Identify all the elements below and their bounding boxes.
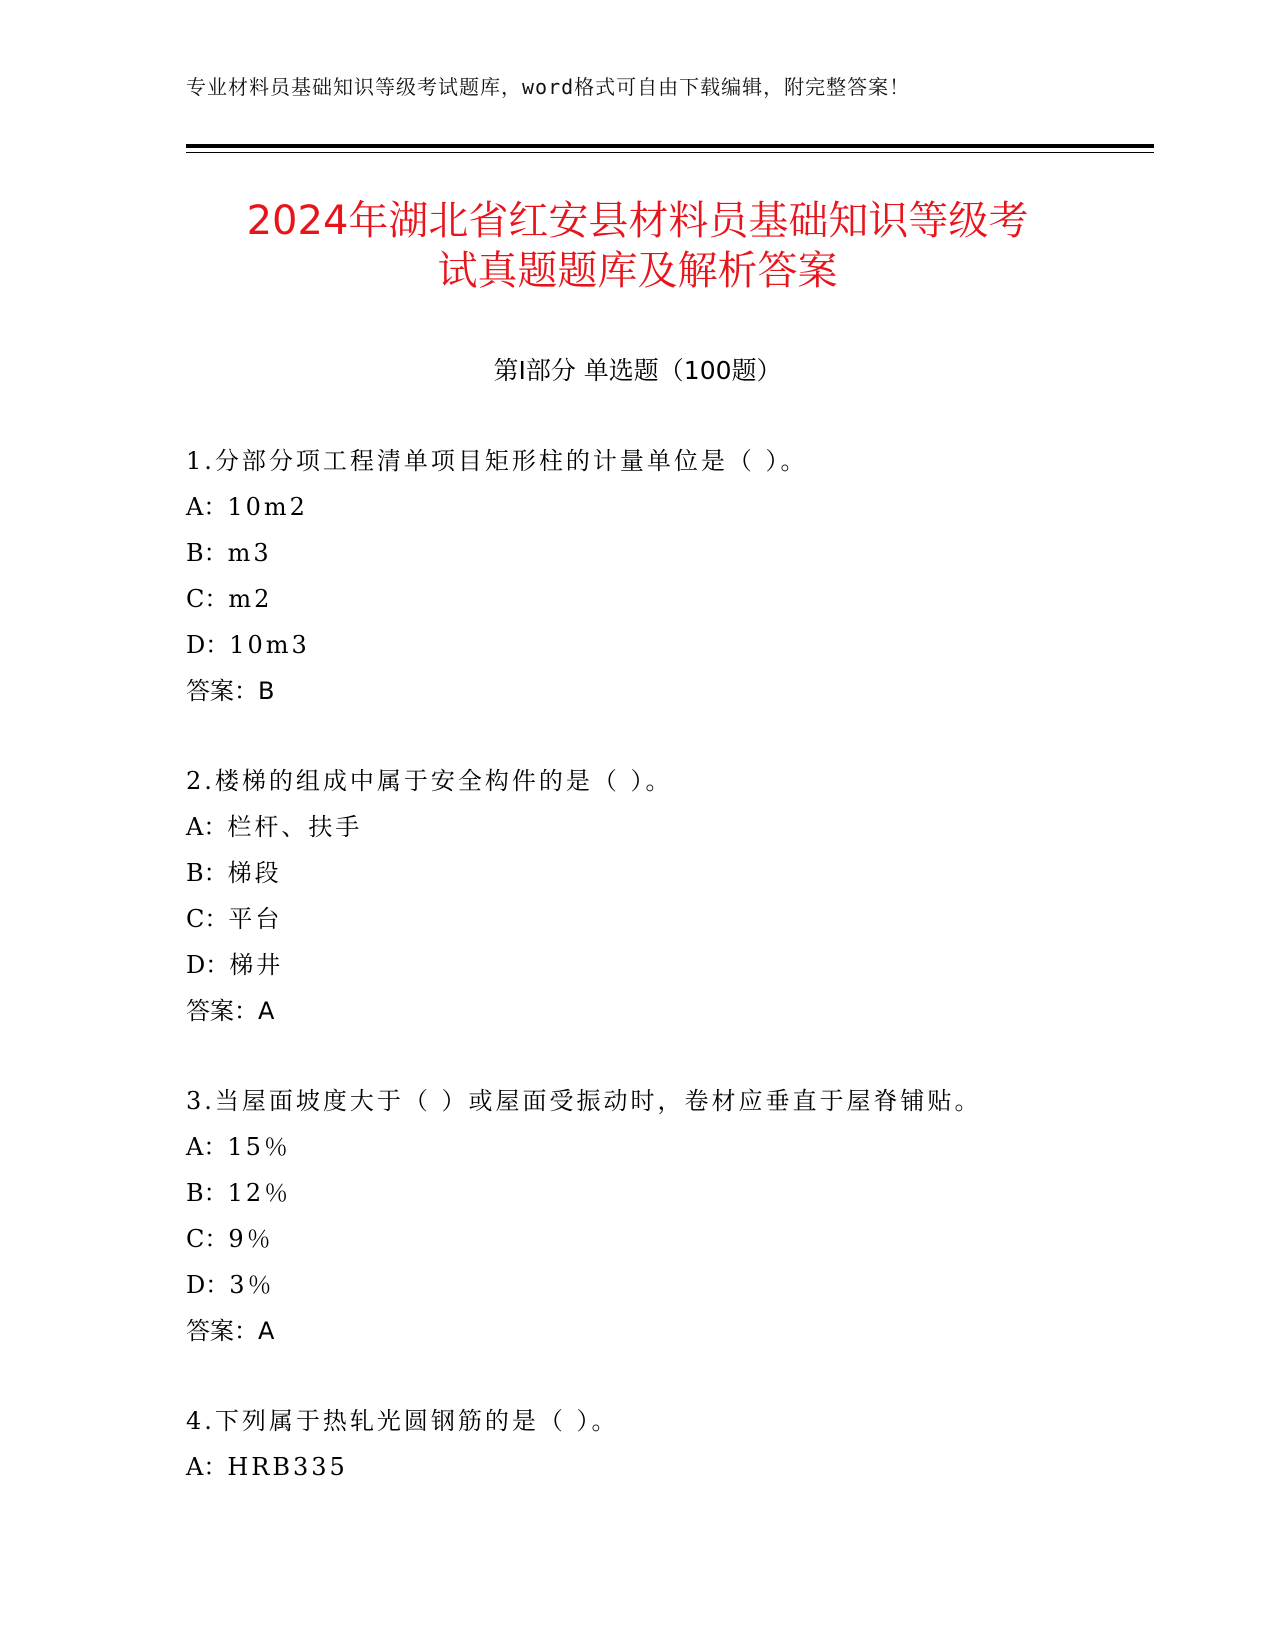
option-text: 15％ xyxy=(227,1133,291,1161)
header-note: 专业材料员基础知识等级考试题库，word格式可自由下载编辑，附完整答案！ xyxy=(186,75,911,99)
option-a xyxy=(186,1452,1146,1498)
header-rule-thin xyxy=(186,152,1154,153)
option-c xyxy=(186,584,1146,630)
option-text: 平台 xyxy=(228,905,283,933)
question-stem: 2.楼梯的组成中属于安全构件的是（ ）。 xyxy=(186,767,673,795)
option-letter: A： xyxy=(186,813,228,841)
question-list xyxy=(186,446,1146,1542)
option-text: 9％ xyxy=(228,1225,274,1253)
option-letter: C： xyxy=(186,585,229,613)
option-text: HRB335 xyxy=(227,1453,348,1481)
option-c xyxy=(186,1224,1146,1270)
option-text: 12％ xyxy=(227,1179,292,1207)
option-a xyxy=(186,812,1146,858)
document-title xyxy=(120,196,1155,296)
question-4 xyxy=(186,1406,1146,1498)
option-letter: B： xyxy=(186,859,228,887)
option-letter: D： xyxy=(186,631,230,659)
option-d xyxy=(186,950,1146,996)
option-letter: D： xyxy=(186,1271,230,1299)
option-a xyxy=(186,492,1146,538)
option-a xyxy=(186,1132,1146,1178)
header-rule-thick xyxy=(186,144,1154,148)
option-text: 3％ xyxy=(229,1271,275,1299)
answer-line: 答案：A xyxy=(186,997,275,1025)
option-text: 梯井 xyxy=(229,951,284,979)
option-letter: A： xyxy=(186,1133,228,1161)
option-text: 栏杆、扶手 xyxy=(227,813,363,841)
document-title-line-1: 2024年湖北省红安县材料员基础知识等级考 xyxy=(246,198,1029,244)
option-letter: A： xyxy=(186,493,228,521)
option-text: 梯段 xyxy=(227,859,282,887)
question-stem: 4.下列属于热轧光圆钢筋的是（ ）。 xyxy=(186,1407,619,1435)
answer-line: 答案：B xyxy=(186,677,275,705)
option-letter: C： xyxy=(186,1225,229,1253)
option-letter: C： xyxy=(186,905,229,933)
option-b xyxy=(186,858,1146,904)
question-1 xyxy=(186,446,1146,722)
option-letter: A： xyxy=(186,1453,228,1481)
option-d xyxy=(186,630,1146,676)
option-text: m3 xyxy=(227,539,272,567)
question-stem: 1.分部分项工程清单项目矩形柱的计量单位是（ ）。 xyxy=(186,447,808,475)
option-text: 10m2 xyxy=(227,493,308,521)
option-c xyxy=(186,904,1146,950)
option-text: 10m3 xyxy=(229,631,310,659)
answer-line: 答案：A xyxy=(186,1317,275,1345)
option-b xyxy=(186,538,1146,584)
section-title: 第Ⅰ部分 单选题（100题） xyxy=(493,356,782,385)
question-3 xyxy=(186,1086,1146,1362)
question-stem: 3.当屋面坡度大于（ ）或屋面受振动时，卷材应垂直于屋脊铺贴。 xyxy=(186,1087,982,1115)
document-title-line-2: 试真题题库及解析答案 xyxy=(437,248,838,294)
option-letter: B： xyxy=(186,539,228,567)
option-d xyxy=(186,1270,1146,1316)
option-letter: B： xyxy=(186,1179,228,1207)
question-2 xyxy=(186,766,1146,1042)
option-letter: D： xyxy=(186,951,230,979)
option-text: m2 xyxy=(228,585,273,613)
option-b xyxy=(186,1178,1146,1224)
